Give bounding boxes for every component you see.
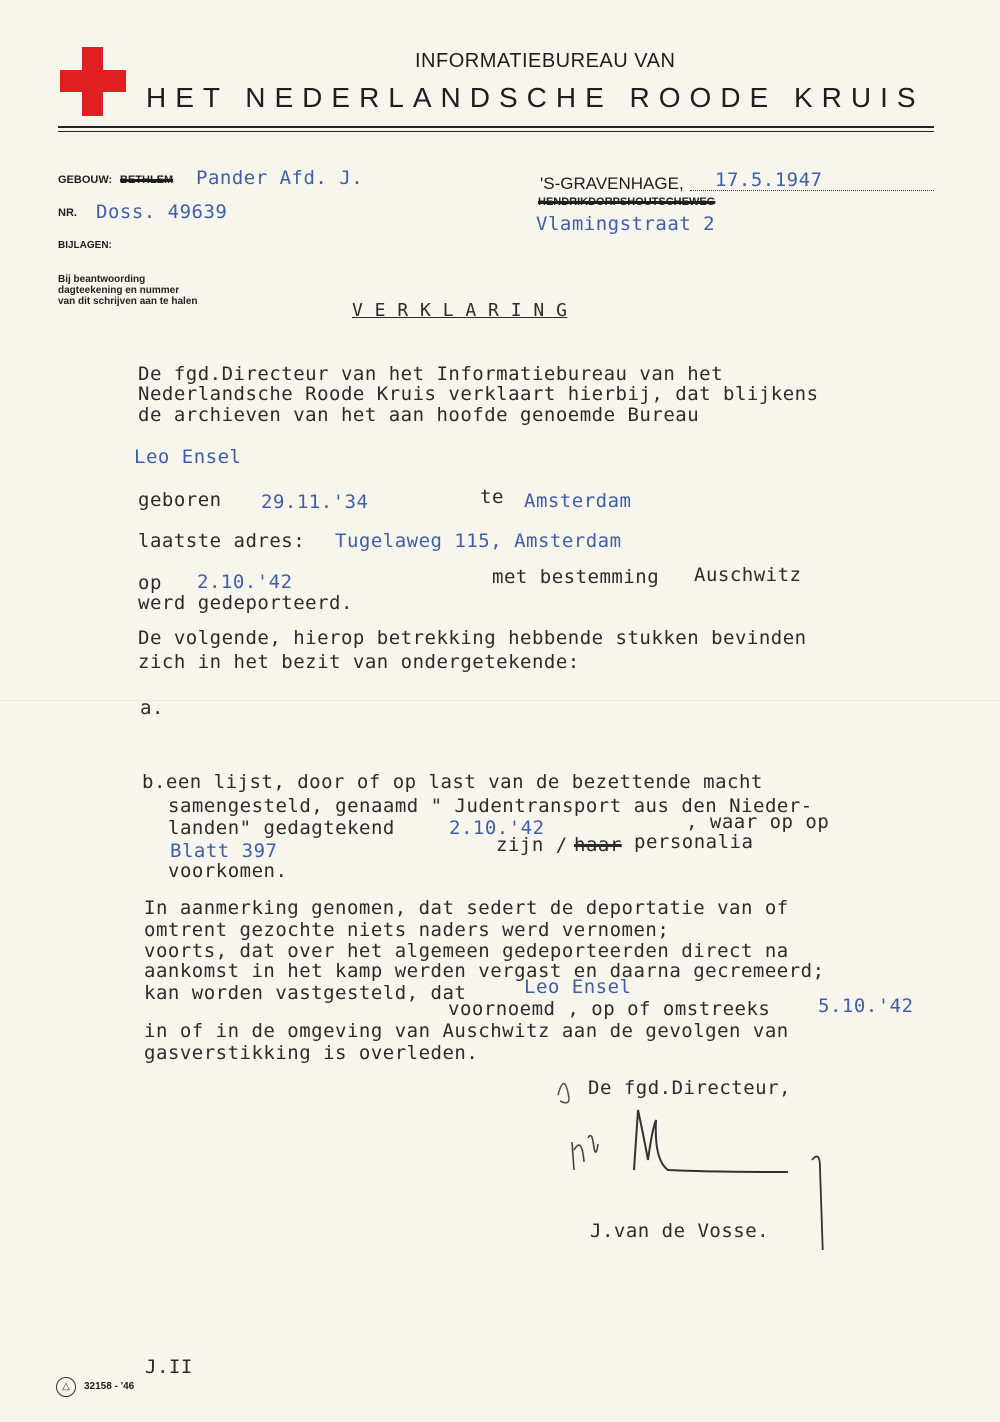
signatory-name: J.van de Vosse. bbox=[590, 1220, 770, 1242]
nr-label: NR. bbox=[58, 207, 77, 219]
closing-voornoemd: voornoemd , op of omstreeks bbox=[448, 998, 771, 1020]
last-address: Tugelaweg 115, Amsterdam bbox=[335, 530, 622, 552]
print-code: 32158 - '46 bbox=[84, 1381, 135, 1392]
closing-line-3: voorts, dat over het algemeen gedeporteerden direct na bbox=[144, 940, 789, 962]
item-b-line-3: landen" gedagtekend bbox=[168, 817, 395, 839]
letterhead-line2: HET NEDERLANDSCHE ROODE KRUIS bbox=[146, 82, 925, 113]
printer-mark-icon: △ bbox=[56, 1377, 76, 1397]
item-b-blatt: Blatt 397 bbox=[170, 840, 278, 862]
item-b-waarop: , waar op op bbox=[686, 811, 830, 833]
address-value: Vlamingstraat 2 bbox=[536, 213, 716, 235]
header-rule-bottom bbox=[58, 131, 934, 132]
gebouw-struck: BETHLEM bbox=[120, 174, 174, 186]
closing-line-4: aankomst in het kamp werden vergast en daarna gecremeerd; bbox=[144, 960, 825, 982]
item-b-line-1: b.een lijst, door of op last van de bezettende macht bbox=[142, 771, 763, 793]
letter-date: 17.5.1947 bbox=[715, 169, 823, 191]
signature-title: De fgd.Directeur, bbox=[588, 1077, 791, 1099]
te-label: te bbox=[480, 486, 504, 508]
bestemming: Auschwitz bbox=[694, 564, 802, 586]
stukken-line-2: zich in het bezit van ondergetekende: bbox=[138, 651, 580, 673]
reply-note-1: Bij beantwoording bbox=[58, 274, 146, 285]
reply-note-2: dagteekening en nummer bbox=[58, 285, 180, 296]
closing-end-1: in of in de omgeving van Auschwitz aan de gevolgen van bbox=[144, 1020, 789, 1042]
address-struck: HENDRIKDORPSHOUTSCHEWEG bbox=[538, 196, 716, 208]
person-name: Leo Ensel bbox=[134, 446, 242, 468]
place-label: 'S-GRAVENHAGE, bbox=[540, 174, 684, 193]
closing-line-2: omtrent gezochte niets naders werd vernomen; bbox=[144, 919, 670, 941]
stukken-line-1: De volgende, hierop betrekking hebbende stukken bevinden bbox=[138, 627, 807, 649]
item-b-zijn: zijn / bbox=[496, 834, 568, 856]
nr-value: Doss. 49639 bbox=[96, 201, 228, 223]
closing-name: Leo Ensel bbox=[524, 976, 632, 998]
deported-line: werd gedeporteerd. bbox=[138, 592, 353, 614]
document-heading: V E R K L A R I N G bbox=[352, 300, 568, 321]
closing-end-2: gasverstikking is overleden. bbox=[144, 1042, 479, 1064]
born-label: geboren bbox=[138, 489, 222, 511]
letterhead-line1: INFORMATIEBUREAU VAN bbox=[415, 50, 676, 72]
intro-line-3: de archieven van het aan hoofde genoemde Bureau bbox=[138, 404, 700, 426]
item-b-date: 2.10.'42 bbox=[449, 817, 545, 839]
intro-line-2: Nederlandsche Roode Kruis verklaart hierbij, dat blijkens bbox=[138, 383, 819, 405]
bestemming-label: met bestemming bbox=[492, 566, 660, 588]
op-label: op bbox=[138, 572, 162, 594]
reply-note-3: van dit schrijven aan te halen bbox=[58, 296, 198, 307]
bijlagen-label: BIJLAGEN: bbox=[58, 240, 112, 251]
header-rule-top bbox=[58, 126, 934, 128]
item-b-personalia: personalia bbox=[634, 831, 754, 853]
gebouw-value: Pander Afd. J. bbox=[196, 167, 364, 189]
deport-date: 2.10.'42 bbox=[197, 571, 293, 593]
born-date: 29.11.'34 bbox=[261, 491, 369, 513]
intro-line-1: De fgd.Directeur van het Informatiebureau van het bbox=[138, 363, 724, 385]
address-label: laatste adres: bbox=[138, 530, 306, 552]
item-b-line-2: samengesteld, genaamd " Judentransport aus den Nieder- bbox=[168, 795, 813, 817]
footer-ref: J.II bbox=[145, 1356, 193, 1378]
closing-kan: kan worden vastgesteld, dat bbox=[144, 982, 467, 1004]
born-place: Amsterdam bbox=[524, 490, 632, 512]
paper-fold bbox=[0, 700, 1000, 701]
closing-line-1: In aanmerking genomen, dat sedert de deportatie van of bbox=[144, 897, 789, 919]
item-a: a. bbox=[140, 697, 164, 719]
item-b-end: voorkomen. bbox=[168, 860, 288, 882]
red-cross-logo-bar bbox=[60, 70, 126, 92]
closing-date: 5.10.'42 bbox=[818, 995, 914, 1017]
gebouw-label: GEBOUW: bbox=[58, 174, 113, 186]
item-b-struck: haar bbox=[574, 834, 622, 856]
